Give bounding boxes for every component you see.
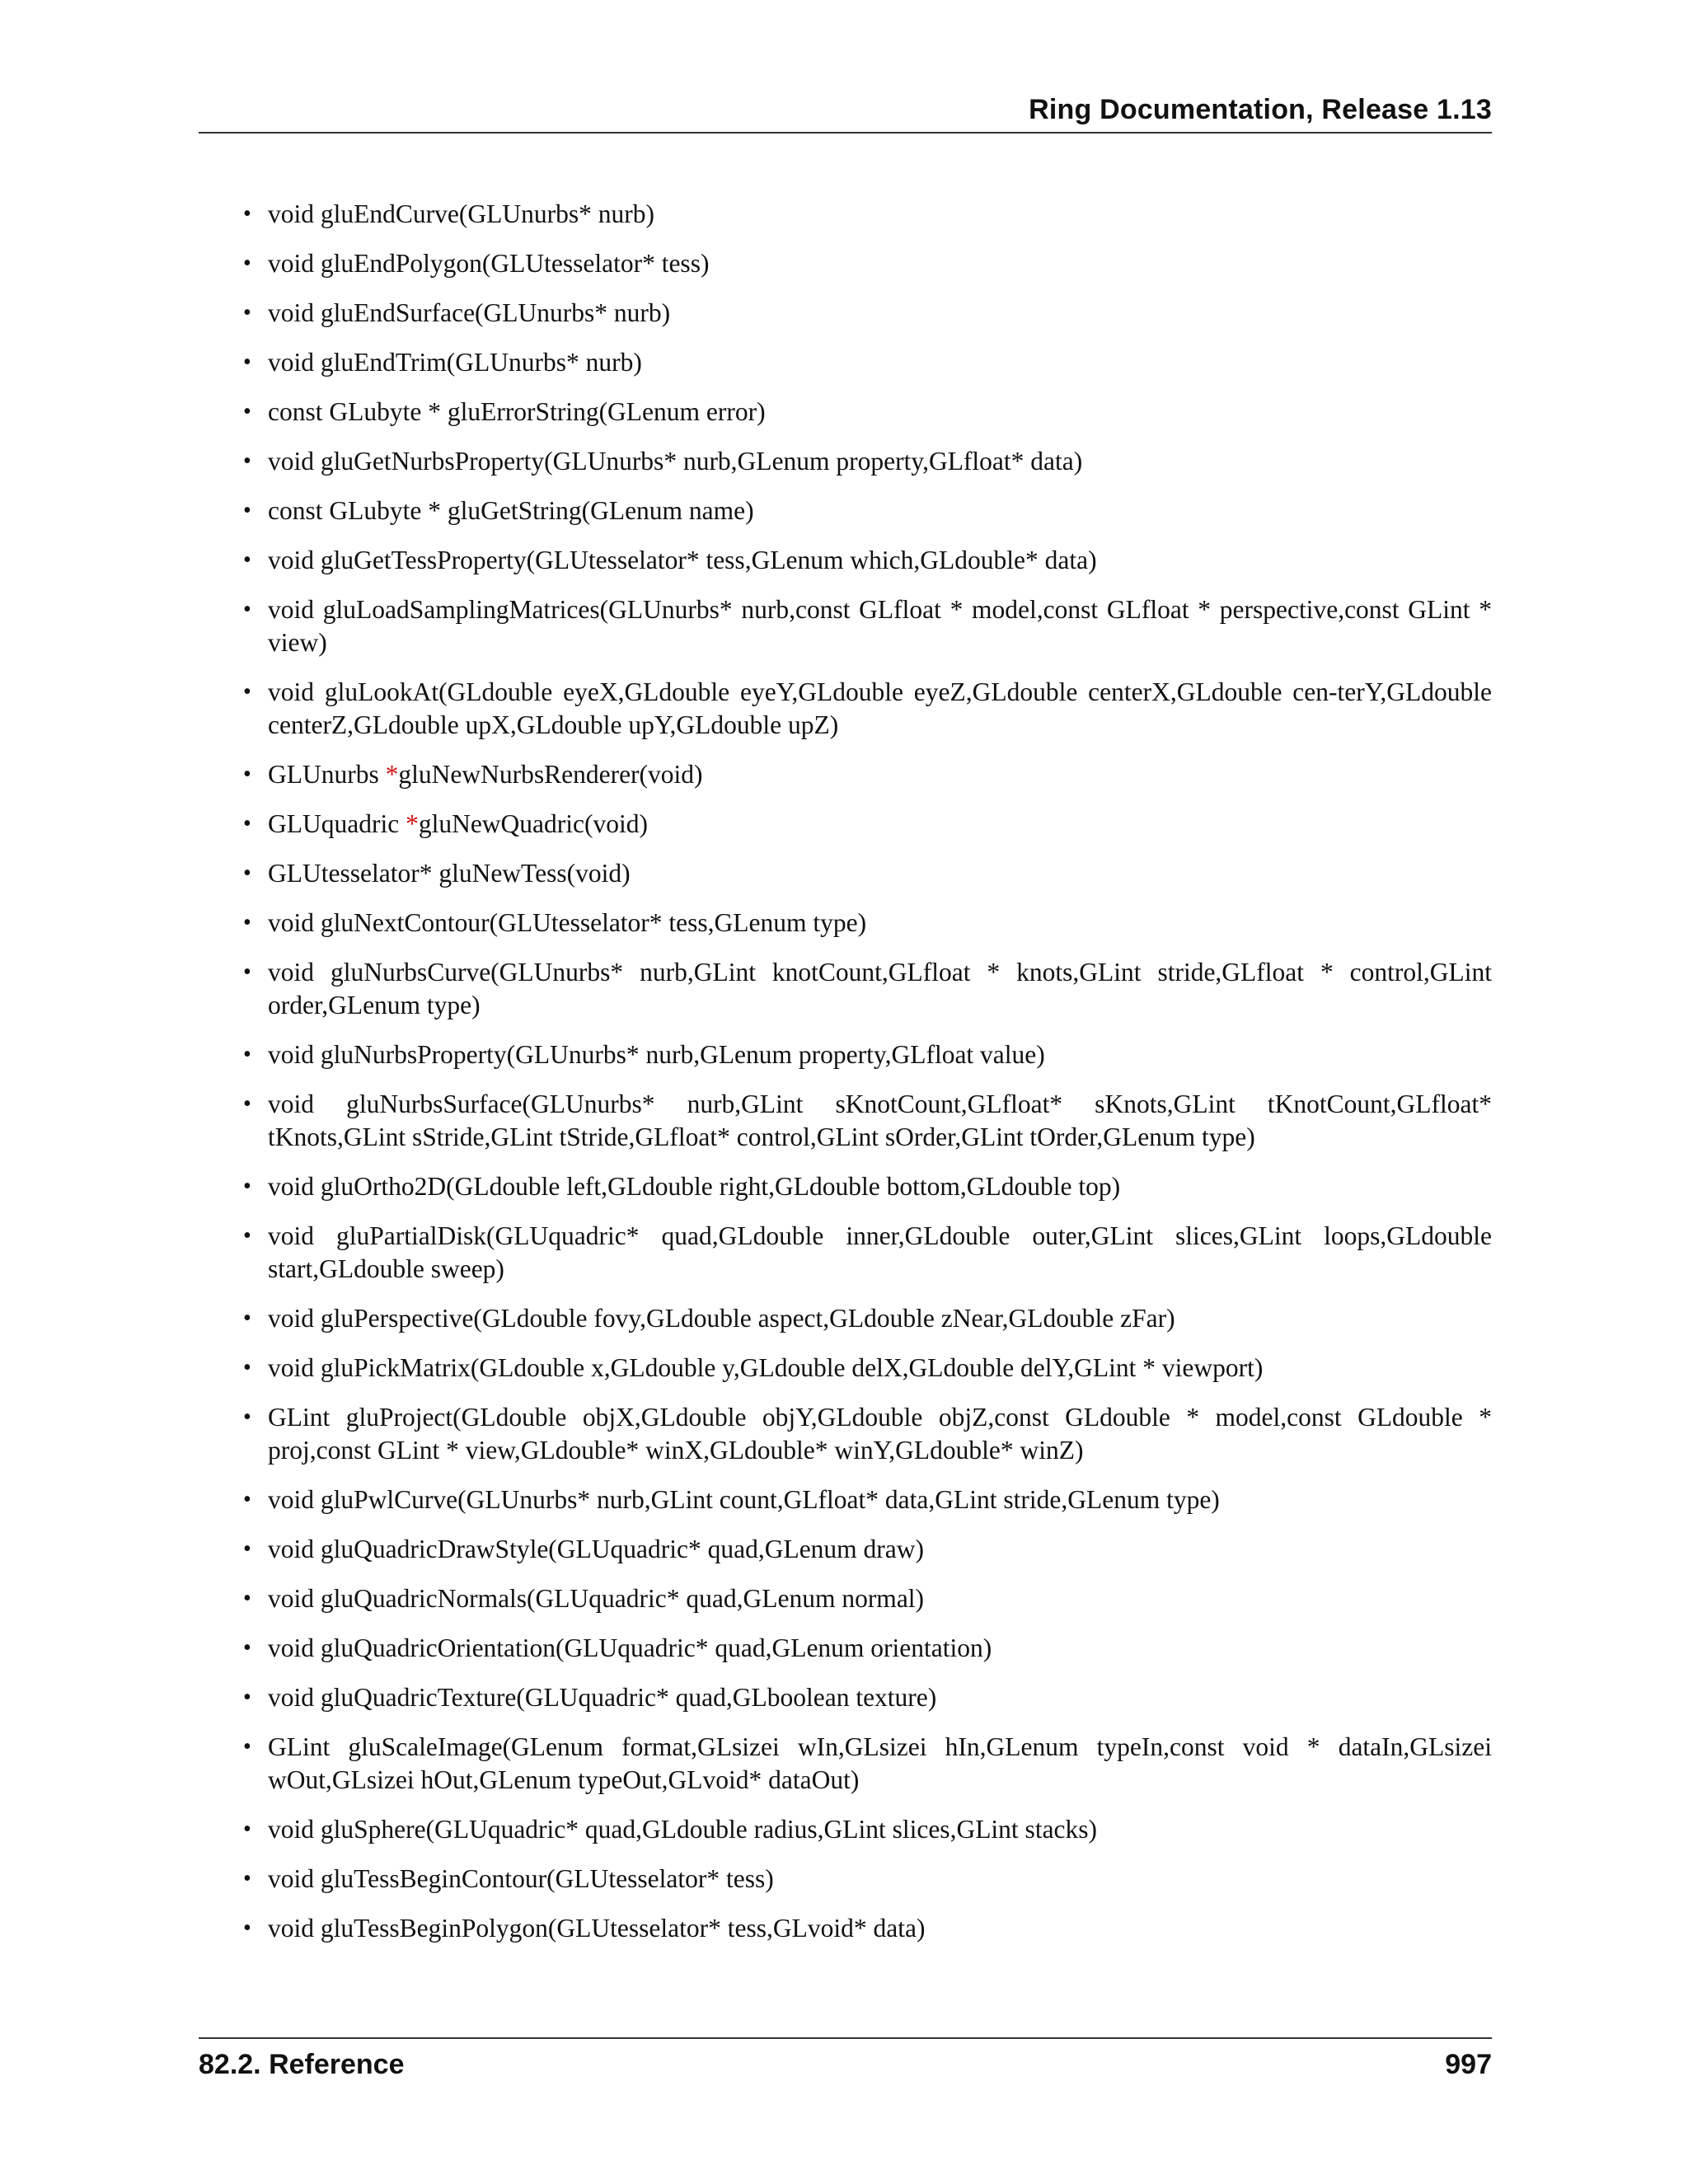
list-item [199, 956, 1492, 1022]
list-item [199, 1533, 1492, 1566]
list-item [199, 396, 1492, 429]
list-item [199, 1220, 1492, 1286]
function-signature: void gluQuadricOrientation(GLUquadric* quad,GLenum orientation) [268, 1633, 992, 1662]
section-title: 82.2. Reference [199, 2049, 405, 2080]
bullet-icon: • [243, 1734, 251, 1760]
bullet-icon: • [243, 1915, 251, 1941]
list-item [199, 1912, 1492, 1945]
function-signature: void gluNextContour(GLUtesselator* tess,GLenum type) [268, 908, 867, 937]
bullet-icon: • [243, 959, 251, 985]
function-signature: void gluEndTrim(GLUnurbs* nurb) [268, 348, 642, 377]
function-signature: void gluQuadricTexture(GLUquadric* quad,GLboolean texture) [268, 1683, 937, 1712]
bullet-icon: • [243, 1223, 251, 1249]
function-signature: const GLubyte * gluGetString(GLenum name) [268, 496, 754, 525]
list-item [199, 758, 1492, 791]
list-item [199, 1352, 1492, 1385]
pointer-star: * [406, 809, 419, 838]
function-signature-suffix: gluNewQuadric(void) [418, 809, 648, 838]
bullet-icon: • [243, 1487, 251, 1512]
function-signature: void gluLookAt(GLdouble eyeX,GLdouble eyeY,GLdouble eyeZ,GLdouble centerX,GLdouble cen-terY,GLdouble centerZ,GLdouble upX,GLdouble upY,GLdouble upZ) [268, 677, 1492, 739]
function-signature: GLUtesselator* gluNewTess(void) [268, 859, 631, 888]
bullet-icon: • [243, 498, 251, 523]
bullet-icon: • [243, 300, 251, 326]
function-signature: void gluNurbsProperty(GLUnurbs* nurb,GLenum property,GLfloat value) [268, 1040, 1045, 1069]
function-signature: void gluLoadSamplingMatrices(GLUnurbs* nurb,const GLfloat * model,const GLfloat * perspective,const GLint * view) [268, 595, 1492, 657]
bullet-icon: • [243, 811, 251, 837]
function-signature: void gluTessBeginPolygon(GLUtesselator* tess,GLvoid* data) [268, 1914, 926, 1943]
list-item [199, 593, 1492, 659]
function-signature: void gluQuadricDrawStyle(GLUquadric* quad,GLenum draw) [268, 1535, 925, 1563]
bullet-icon: • [243, 1174, 251, 1199]
bullet-icon: • [243, 1536, 251, 1562]
list-item [199, 1681, 1492, 1714]
list-item [199, 907, 1492, 940]
list-item [199, 346, 1492, 379]
function-signature: void gluNurbsCurve(GLUnurbs* nurb,GLint knotCount,GLfloat * knots,GLint stride,GLfloat * control,GLint order,GLenum type) [268, 958, 1492, 1019]
function-signature: void gluPickMatrix(GLdouble x,GLdouble y,GLdouble delX,GLdouble delY,GLint * viewport) [268, 1353, 1264, 1382]
list-item [199, 1401, 1492, 1467]
bullet-icon: • [243, 1866, 251, 1891]
function-signature: GLint gluScaleImage(GLenum format,GLsizei wIn,GLsizei hIn,GLenum typeIn,const void * dataIn,GLsizei wOut,GLsizei hOut,GLenum typeOut,GLvoid* dataOut) [268, 1732, 1492, 1794]
function-signature: void gluEndPolygon(GLUtesselator* tess) [268, 249, 710, 278]
bullet-icon: • [243, 349, 251, 375]
function-signature-prefix: GLUquadric [268, 809, 406, 838]
page-number: 997 [1445, 2049, 1492, 2080]
function-signature: void gluQuadricNormals(GLUquadric* quad,GLenum normal) [268, 1584, 925, 1613]
bullet-icon: • [243, 860, 251, 886]
function-signature: void gluGetTessProperty(GLUtesselator* tess,GLenum which,GLdouble* data) [268, 546, 1097, 574]
list-item [199, 297, 1492, 330]
function-signature: void gluPartialDisk(GLUquadric* quad,GLdouble inner,GLdouble outer,GLint slices,GLint loops,GLdouble start,GLdouble sweep) [268, 1221, 1492, 1283]
bullet-icon: • [243, 399, 251, 424]
function-signature: void gluEndCurve(GLUnurbs* nurb) [268, 199, 654, 228]
page-header [199, 92, 1492, 134]
bullet-icon: • [243, 448, 251, 474]
bullet-icon: • [243, 1816, 251, 1842]
function-signature: void gluPwlCurve(GLUnurbs* nurb,GLint count,GLfloat* data,GLint stride,GLenum type) [268, 1485, 1220, 1514]
list-item [199, 808, 1492, 841]
bullet-icon: • [243, 1305, 251, 1331]
list-item [199, 1302, 1492, 1335]
list-item [199, 1731, 1492, 1797]
bullet-icon: • [243, 597, 251, 622]
bullet-icon: • [243, 547, 251, 573]
list-item [199, 445, 1492, 478]
list-item [199, 1813, 1492, 1846]
list-item [199, 1863, 1492, 1896]
bullet-icon: • [243, 910, 251, 935]
function-signature: void gluGetNurbsProperty(GLUnurbs* nurb,GLenum property,GLfloat* data) [268, 447, 1083, 476]
bullet-icon: • [243, 1355, 251, 1380]
list-item [199, 494, 1492, 527]
bullet-icon: • [243, 1635, 251, 1661]
function-signature: void gluOrtho2D(GLdouble left,GLdouble right,GLdouble bottom,GLdouble top) [268, 1172, 1121, 1201]
page-content [199, 198, 1492, 1961]
function-signature-prefix: GLUnurbs [268, 760, 386, 789]
function-signature: void gluEndSurface(GLUnurbs* nurb) [268, 298, 671, 327]
pointer-star: * [385, 760, 399, 789]
function-signature: GLint gluProject(GLdouble objX,GLdouble objY,GLdouble objZ,const GLdouble * model,const GLdouble * proj,const GLint * view,GLdouble* winX,GLdouble* winY,GLdouble* winZ) [268, 1403, 1492, 1465]
bullet-icon: • [243, 679, 251, 705]
list-item [199, 676, 1492, 742]
bullet-icon: • [243, 1586, 251, 1611]
list-item [199, 857, 1492, 890]
bullet-icon: • [243, 1404, 251, 1430]
page-footer [199, 2037, 1492, 2088]
function-signature: void gluSphere(GLUquadric* quad,GLdouble radius,GLint slices,GLint stacks) [268, 1815, 1098, 1844]
bullet-icon: • [243, 1091, 251, 1117]
list-item [199, 1632, 1492, 1665]
list-item [199, 1170, 1492, 1203]
list-item [199, 544, 1492, 577]
bullet-icon: • [243, 251, 251, 276]
function-signature-suffix: gluNewNurbsRenderer(void) [398, 760, 703, 789]
list-item [199, 1582, 1492, 1615]
bullet-icon: • [243, 1042, 251, 1067]
bullet-icon: • [243, 201, 251, 227]
function-signature: void gluPerspective(GLdouble fovy,GLdouble aspect,GLdouble zNear,GLdouble zFar) [268, 1304, 1175, 1333]
function-list [199, 198, 1492, 1945]
list-item [199, 1038, 1492, 1071]
bullet-icon: • [243, 762, 251, 787]
list-item [199, 198, 1492, 231]
bullet-icon: • [243, 1685, 251, 1710]
function-signature: void gluNurbsSurface(GLUnurbs* nurb,GLint sKnotCount,GLfloat* sKnots,GLint tKnotCount,GLfloat* tKnots,GLint sStride,GLint tStride,GLfloat* control,GLint sOrder,GLint tOrder,GLenum type) [268, 1090, 1492, 1151]
function-signature: void gluTessBeginContour(GLUtesselator* tess) [268, 1864, 774, 1893]
list-item [199, 247, 1492, 280]
list-item [199, 1088, 1492, 1154]
function-signature: const GLubyte * gluErrorString(GLenum error) [268, 397, 766, 426]
document-title: Ring Documentation, Release 1.13 [1029, 94, 1492, 125]
list-item [199, 1483, 1492, 1516]
